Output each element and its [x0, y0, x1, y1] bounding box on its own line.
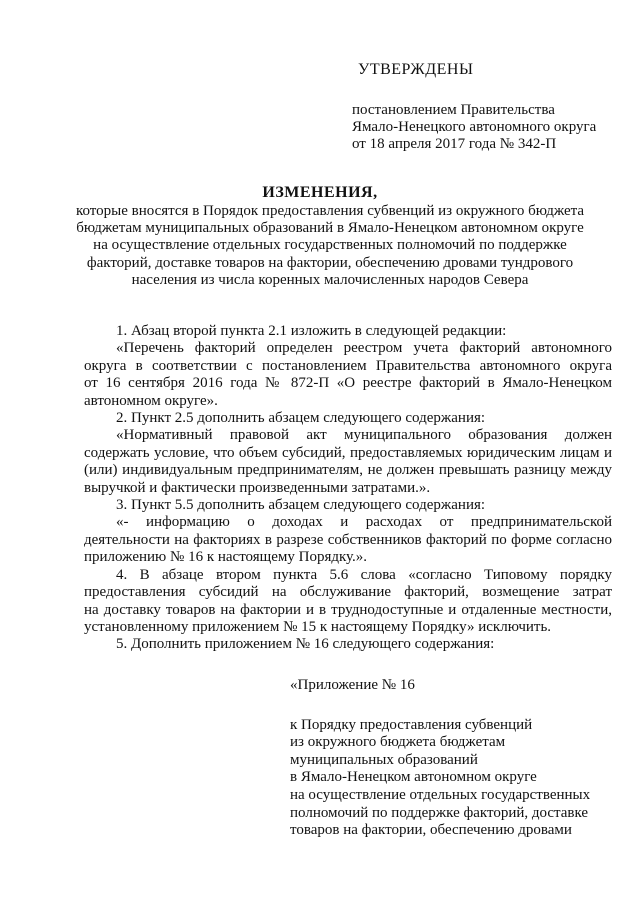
- paragraph-line: округа в соответствии с постановлением Правительства автономного округа: [84, 357, 612, 374]
- paragraph-line: 1. Абзац второй пункта 2.1 изложить в следующей редакции:: [116, 323, 507, 339]
- annex-line: полномочий по поддержке факторий, доставке: [290, 804, 589, 821]
- paragraph-7: [84, 567, 612, 637]
- paragraph-line: автономном округе».: [84, 392, 218, 409]
- document-body: [84, 323, 612, 654]
- paragraph-line: от 16 сентября 2016 года № 872-П «О реестре факторий в Ямало-Ненецком: [84, 375, 612, 392]
- paragraph-line: «Перечень факторий определен реестром учета факторий автономного: [116, 340, 612, 357]
- subtitle-line: на осуществление отдельных государственных полномочий по поддержке: [93, 237, 567, 254]
- paragraph-2: [84, 340, 612, 410]
- approval-line: постановлением Правительства: [352, 102, 555, 118]
- subtitle-line: населения из числа коренных малочисленных народов Севера: [131, 271, 529, 288]
- annex-line: к Порядку предоставления субвенций: [290, 716, 533, 733]
- approval-block: [352, 60, 622, 153]
- paragraph-4: [84, 427, 612, 497]
- changes-subtitle: [60, 203, 600, 289]
- annex-block: [290, 677, 620, 840]
- paragraph-line: 4. В абзаце втором пункта 5.6 слова «согласно Типовому порядку: [116, 566, 612, 583]
- paragraph-3: [84, 410, 612, 427]
- annex-line: муниципальных образований: [290, 751, 478, 768]
- approval-line: Ямало-Ненецкого автономного округа: [352, 119, 597, 135]
- paragraph-line: установленному приложением № 15 к настоящему Порядку» исключить.: [84, 618, 552, 635]
- subtitle-line: факторий, доставке товаров на фактории, обеспечению дровами тундрового: [86, 254, 574, 271]
- paragraph-line: деятельности на факториях в разрезе собственников факторий по форме согласно: [84, 531, 612, 548]
- paragraph-6: [84, 514, 612, 566]
- annex-line: из окружного бюджета бюджетам: [290, 734, 506, 751]
- paragraph-line: 2. Пункт 2.5 дополнить абзацем следующего содержания:: [116, 410, 486, 427]
- paragraph-line: предоставления субсидий на обслуживание факторий, возмещение затрат: [84, 584, 612, 601]
- annex-title: «Приложение № 16: [290, 677, 415, 693]
- paragraph-line: выручкой и фактически произведенными затратами.».: [84, 479, 431, 496]
- paragraph-line: на доставку товаров на фактории и в труднодоступные и отдаленные местности,: [84, 601, 612, 618]
- annex-line: товаров на фактории, обеспечению дровами: [290, 822, 572, 839]
- paragraph-8: [84, 636, 612, 653]
- paragraph-5: [84, 497, 612, 514]
- approval-title: УТВЕРЖДЕНЫ: [358, 61, 474, 78]
- paragraph-line: 3. Пункт 5.5 дополнить абзацем следующего содержания:: [116, 497, 486, 514]
- paragraph-line: «- информацию о доходах и расходах от предпринимательской: [116, 514, 612, 531]
- paragraph-1: [84, 323, 612, 340]
- approval-line: от 18 апреля 2017 года № 342-П: [352, 136, 557, 152]
- paragraph-line: содержать условие, что объем субсидий, предоставляемых юридическим лицам и: [84, 444, 612, 461]
- paragraph-line: (или) индивидуальным предпринимателям, не должен превышать разницу между: [84, 462, 612, 479]
- annex-line: в Ямало-Ненецком автономном округе: [290, 769, 537, 786]
- annex-line: на осуществление отдельных государственных: [290, 786, 591, 803]
- subtitle-line: которые вносятся в Порядок предоставления субвенций из окружного бюджета: [75, 203, 585, 219]
- paragraph-line: 5. Дополнить приложением № 16 следующего содержания:: [116, 636, 495, 653]
- paragraph-line: «Нормативный правовой акт муниципального образования должен: [116, 427, 612, 444]
- paragraph-line: приложению № 16 к настоящему Порядку.».: [84, 549, 368, 566]
- changes-heading: ИЗМЕНЕНИЯ,: [262, 184, 378, 201]
- subtitle-line: бюджетам муниципальных образований в Ямало-Ненецком автономном округе: [76, 220, 584, 237]
